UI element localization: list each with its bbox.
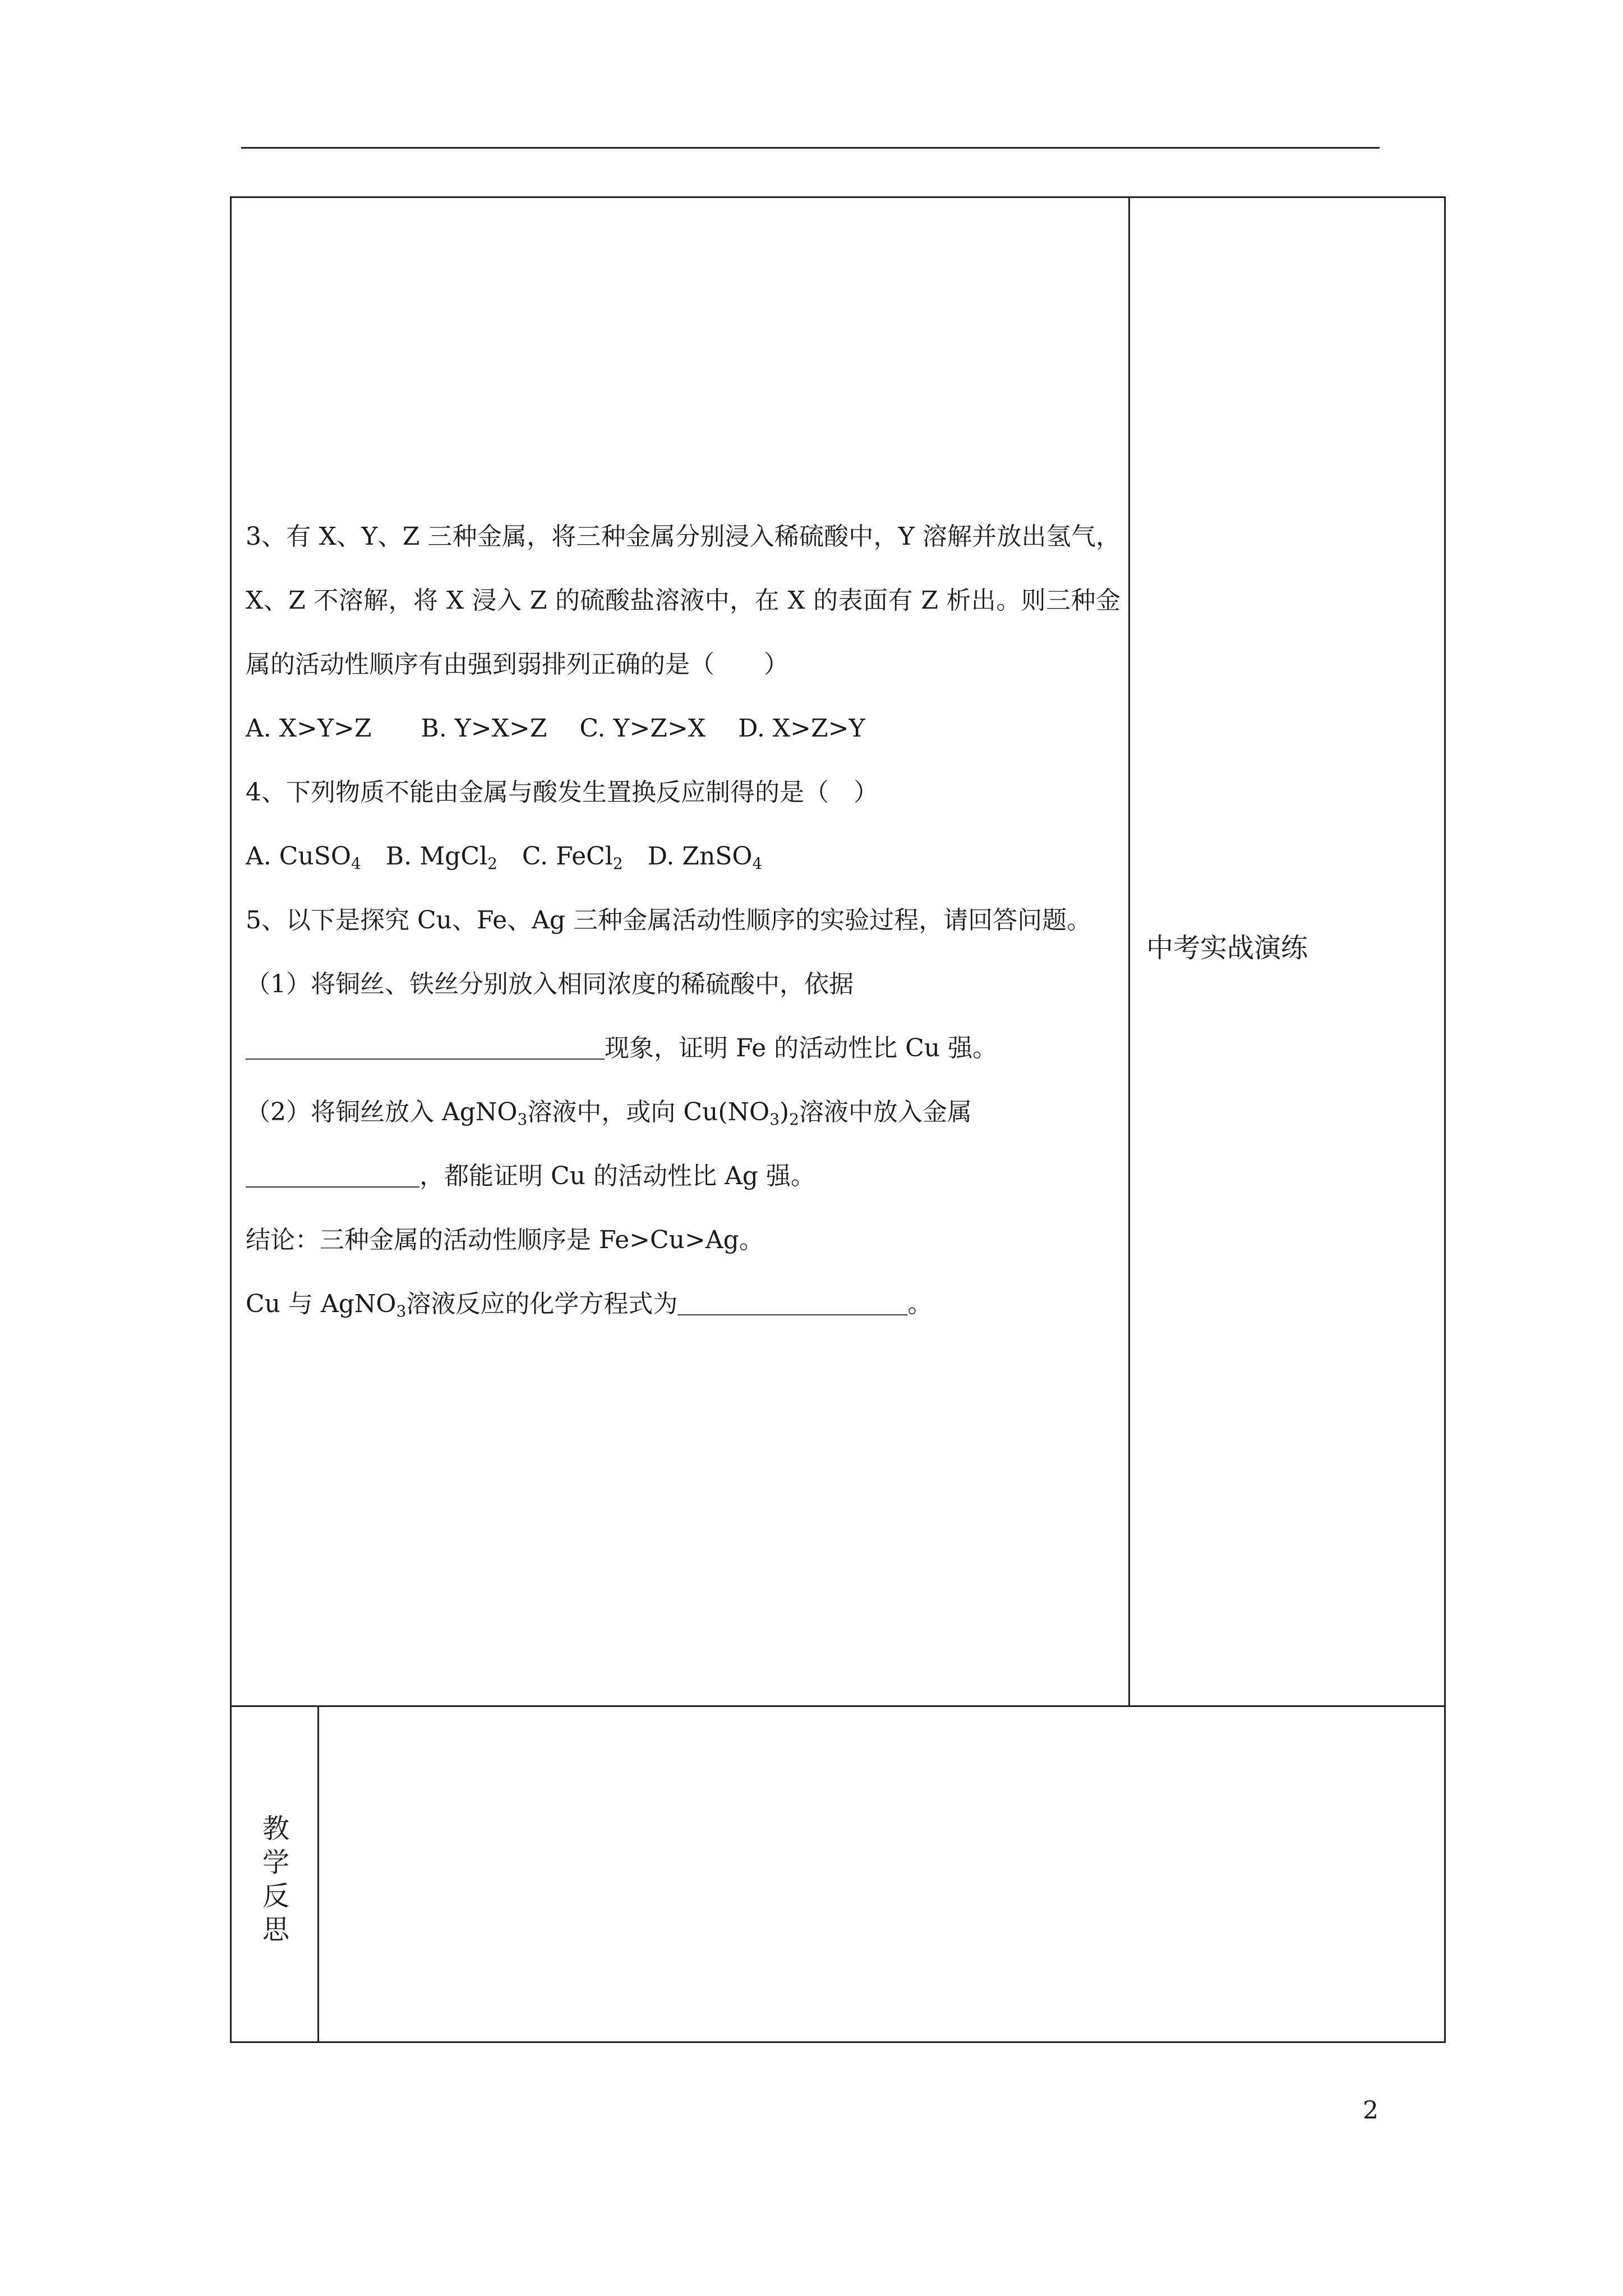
reflection-column-divider <box>317 1705 319 2043</box>
answer-blank[interactable] <box>246 1164 419 1188</box>
header-rule <box>241 147 1380 149</box>
answer-blank[interactable] <box>246 1036 605 1060</box>
question-5-stem: 5、以下是探究 Cu、Fe、Ag 三种金属活动性顺序的实验过程，请回答问题。 <box>246 906 1092 935</box>
question-4-stem: 4、下列物质不能由金属与酸发生置换反应制得的是（ ） <box>246 778 878 807</box>
exercise-content <box>246 505 1121 1336</box>
reflection-char: 学 <box>262 1847 289 1878</box>
reflection-char: 反 <box>262 1880 289 1912</box>
row-divider <box>230 1705 1446 1707</box>
question-5-part-1: （1）将铜丝、铁丝分别放入相同浓度的稀硫酸中，依据 <box>246 970 854 999</box>
answer-blank[interactable] <box>677 1292 907 1315</box>
question-3-stem: 3、有 X、Y、Z 三种金属，将三种金属分别浸入稀硫酸中，Y 溶解并放出氢气，X、Z 不溶解，将 X 浸入 Z 的硫酸盐溶液中，在 X 的表面有 Z 析出。则三种金属的活动性顺序有由强到弱排列正确的是（ ） <box>246 522 1121 679</box>
question-4-options: A. CuSO$_4$ B. MgCl$_2$ C. FeCl$_2$ D. ZnSO$_4$ <box>246 842 763 873</box>
column-divider <box>1128 196 1130 1705</box>
question-5-equation: Cu 与 AgNO$_3$溶液反应的化学方程式为 。 <box>246 1290 933 1320</box>
question-5-part-2: （2）将铜丝放入 AgNO$_3$溶液中，或向 $Cu(NO_3)_2$溶液中放入金属 <box>246 1098 972 1129</box>
reflection-char: 教 <box>262 1813 289 1844</box>
section-label: 中考实战演练 <box>1146 932 1308 964</box>
question-5-part-1-blank-line: 现象，证明 Fe 的活动性比 Cu 强。 <box>246 1016 1121 1080</box>
question-3-options: A. X>Y>Z B. Y>X>Z C. Y>Z>X D. X>Z>Y <box>246 714 865 743</box>
question-5-conclusion: 结论：三种金属的活动性顺序是 Fe>Cu>Ag。 <box>246 1226 764 1254</box>
option-a: A. CuSO <box>246 842 351 871</box>
reflection-label <box>259 1812 293 1947</box>
question-5-part-2-blank-line: ，都能证明 Cu 的活动性比 Ag 强。 <box>246 1144 1121 1208</box>
page-number: 2 <box>1363 2096 1378 2125</box>
option-c: C. FeCl <box>497 842 613 871</box>
reflection-char: 思 <box>262 1914 289 1945</box>
option-b: B. MgCl <box>361 842 488 871</box>
option-d: D. ZnSO <box>623 842 753 871</box>
